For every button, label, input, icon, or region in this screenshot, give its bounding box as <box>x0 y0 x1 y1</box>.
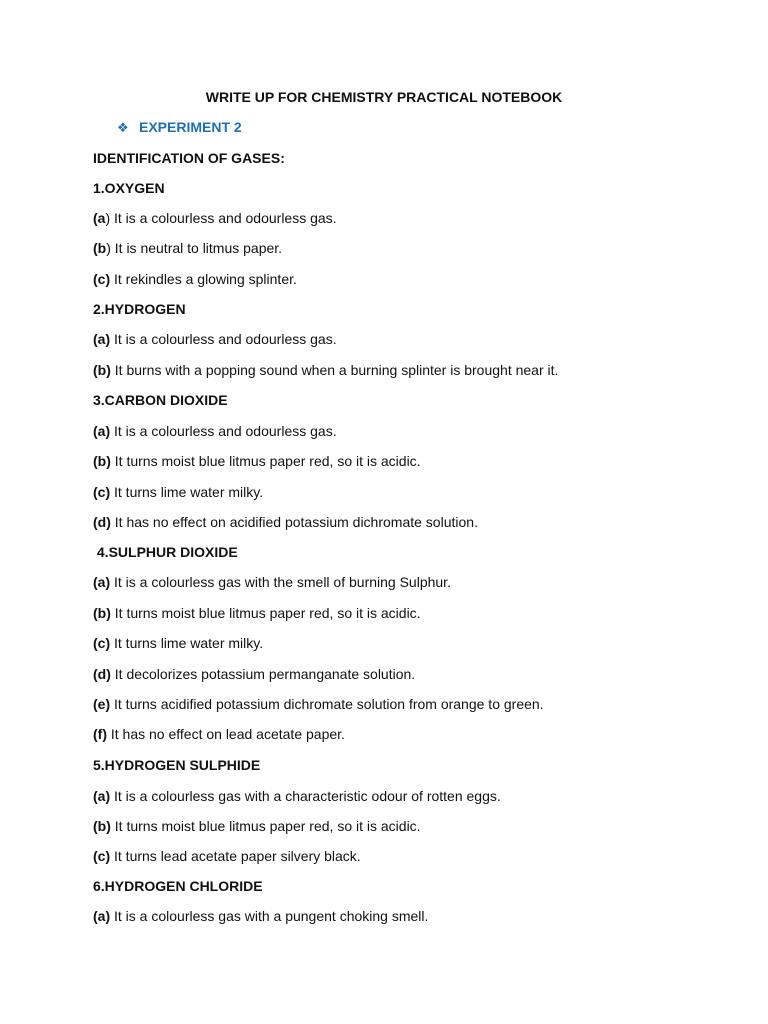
item-text: It rekindles a glowing splinter. <box>110 271 297 287</box>
list-item <box>93 513 478 531</box>
item-text: It is a colourless and odourless gas. <box>110 423 337 439</box>
gas-heading-sulphur-dioxide: 4.SULPHUR DIOXIDE <box>93 544 238 560</box>
item-text: ) It is a colourless and odourless gas. <box>105 210 337 226</box>
list-item <box>93 817 421 835</box>
item-label: (a) <box>93 788 111 804</box>
item-text: It turns moist blue litmus paper red, so it is acidic. <box>110 605 421 621</box>
item-label: (a) <box>93 423 111 439</box>
list-item <box>93 270 297 288</box>
item-text: It is a colourless gas with a characteristic odour of rotten eggs. <box>110 788 501 804</box>
item-text: It turns lead acetate paper silvery black. <box>110 848 361 864</box>
document-title: WRITE UP FOR CHEMISTRY PRACTICAL NOTEBOOK <box>205 89 563 105</box>
item-label: (a) <box>93 574 111 590</box>
item-text: It is a colourless gas with the smell of burning Sulphur. <box>110 574 451 590</box>
item-text: It turns moist blue litmus paper red, so it is acidic. <box>110 818 421 834</box>
item-label: (a) <box>93 908 111 924</box>
experiment-label: EXPERIMENT 2 <box>139 119 242 135</box>
item-label: (a) <box>93 331 111 347</box>
list-item <box>93 695 544 713</box>
item-text: It is a colourless and odourless gas. <box>110 331 337 347</box>
gas-heading-oxygen: 1.OXYGEN <box>93 180 165 196</box>
item-text: It has no effect on acidified potassium dichromate solution. <box>110 514 478 530</box>
diamond-bullet-icon: ❖ <box>117 120 129 135</box>
gas-heading-carbon-dioxide: 3.CARBON DIOXIDE <box>93 392 228 408</box>
gas-heading-hydrogen-chloride: 6.HYDROGEN CHLORIDE <box>93 878 263 894</box>
item-text: It turns lime water milky. <box>110 635 264 651</box>
section-heading: IDENTIFICATION OF GASES: <box>93 150 285 166</box>
item-label: (b) <box>93 605 111 621</box>
item-text: It decolorizes potassium permanganate solution. <box>110 666 416 682</box>
item-label: (c) <box>93 848 111 864</box>
item-text: It has no effect on lead acetate paper. <box>107 726 345 742</box>
experiment-heading <box>117 118 242 137</box>
list-item <box>93 330 337 348</box>
item-label: (b) <box>93 362 111 378</box>
item-label: (f) <box>93 726 107 742</box>
item-text: It turns moist blue litmus paper red, so it is acidic. <box>110 453 421 469</box>
item-label: (b) <box>93 818 111 834</box>
item-text: It is a colourless gas with a pungent choking smell. <box>110 908 429 924</box>
list-item <box>93 725 345 743</box>
list-item <box>93 483 263 501</box>
list-item <box>93 634 263 652</box>
item-label: (c) <box>93 484 111 500</box>
list-item <box>93 239 282 257</box>
list-item <box>93 452 421 470</box>
item-label: (c) <box>93 635 111 651</box>
item-text: It turns acidified potassium dichromate solution from orange to green. <box>110 696 544 712</box>
item-label: (b <box>93 240 107 256</box>
gas-heading-hydrogen-sulphide: 5.HYDROGEN SULPHIDE <box>93 757 261 773</box>
item-label: (c) <box>93 271 111 287</box>
list-item <box>93 209 337 227</box>
item-text: It burns with a popping sound when a burning splinter is brought near it. <box>110 362 559 378</box>
item-label: (b) <box>93 453 111 469</box>
list-item <box>93 787 501 805</box>
list-item <box>93 422 337 440</box>
item-label: (d) <box>93 666 111 682</box>
item-label: (e) <box>93 696 111 712</box>
list-item <box>93 847 361 865</box>
list-item <box>93 361 558 379</box>
gas-heading-hydrogen: 2.HYDROGEN <box>93 301 186 317</box>
item-label: (a <box>93 210 106 226</box>
list-item <box>93 665 415 683</box>
item-label: (d) <box>93 514 111 530</box>
list-item <box>93 573 451 591</box>
list-item <box>93 604 421 622</box>
item-text: ) It is neutral to litmus paper. <box>106 240 283 256</box>
item-text: It turns lime water milky. <box>110 484 264 500</box>
list-item <box>93 907 428 925</box>
